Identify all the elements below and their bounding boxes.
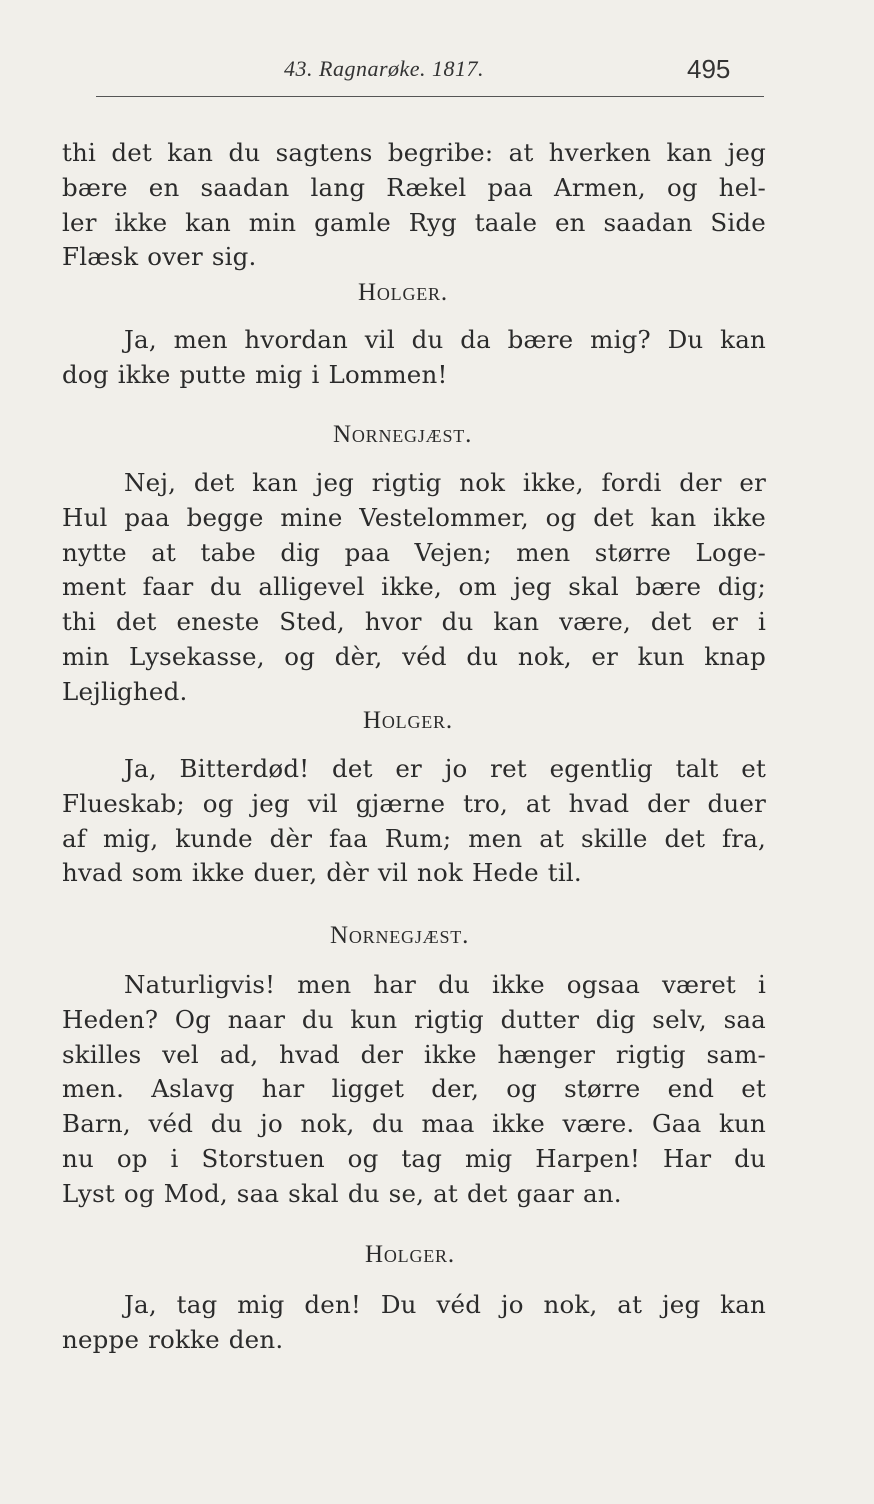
text-line: skilles vel ad, hvad der ikke hænger rigtig sam- — [62, 1039, 766, 1069]
text-line: Flueskab; og jeg vil gjærne tro, at hvad der duer — [62, 788, 766, 818]
running-head — [0, 52, 874, 92]
text-line: Lejlighed. — [62, 676, 188, 706]
paragraph-2 — [62, 323, 766, 393]
text-line: thi det kan du sagtens begribe: at hverken kan jeg — [62, 138, 766, 167]
speaker-nornegjaest: Nornegjæst. — [333, 421, 473, 448]
text-line: Ja, men hvordan vil du da bære mig? Du kan — [124, 325, 766, 354]
text-line: Nej, det kan jeg rigtig nok ikke, fordi der er — [124, 468, 766, 497]
speaker-nornegjaest: Nornegjæst. — [330, 922, 470, 949]
text-line: Ja, Bitterdød! det er jo ret egentlig talt et — [124, 754, 766, 783]
text-line: ler ikke kan min gamle Ryg taale en saadan Side — [62, 207, 766, 237]
text-line: nytte at tabe dig paa Vejen; men større Loge- — [62, 537, 766, 567]
text-line: Ja, tag mig den! Du véd jo nok, at jeg kan — [124, 1290, 766, 1319]
speaker-holger: Holger. — [363, 707, 453, 734]
text-line: men. Aslavg har ligget der, og større end et — [62, 1074, 766, 1104]
paragraph-5 — [62, 968, 766, 1212]
speaker-holger: Holger. — [365, 1241, 455, 1268]
paragraph-1 — [62, 136, 766, 275]
header-rule — [96, 96, 764, 97]
text-line: Naturligvis! men har du ikke ogsaa været i — [124, 970, 766, 999]
speaker-holger: Holger. — [358, 279, 448, 306]
text-line: Flæsk over sig. — [62, 242, 257, 272]
page-number: 495 — [687, 54, 731, 84]
text-line: bære en saadan lang Rækel paa Armen, og hel- — [62, 172, 766, 202]
text-line: Barn, véd du jo nok, du maa ikke være. Gaa kun — [62, 1109, 766, 1139]
text-line: af mig, kunde dèr faa Rum; men at skille det fra, — [62, 823, 766, 853]
text-line: hvad som ikke duer, dèr vil nok Hede til. — [62, 858, 582, 888]
text-line: Heden? Og naar du kun rigtig dutter dig selv, saa — [62, 1004, 766, 1034]
paragraph-4 — [62, 752, 766, 891]
text-line: min Lysekasse, og dèr, véd du nok, er kun knap — [62, 641, 766, 671]
text-line: Lyst og Mod, saa skal du se, at det gaar an. — [62, 1178, 622, 1208]
text-line: neppe rokke den. — [62, 1324, 284, 1354]
text-line: ment faar du alligevel ikke, om jeg skal bære dig; — [62, 572, 766, 602]
text-line: nu op i Storstuen og tag mig Harpen! Har du — [62, 1143, 766, 1173]
text-line: Hul paa begge mine Vestelommer, og det kan ikke — [62, 502, 766, 532]
paragraph-3 — [62, 466, 766, 710]
text-line: dog ikke putte mig i Lommen! — [62, 359, 448, 389]
paragraph-6 — [62, 1288, 766, 1358]
running-title: 43. Ragnarøke. 1817. — [284, 56, 485, 81]
text-line: thi det eneste Sted, hvor du kan være, det er i — [62, 607, 766, 637]
